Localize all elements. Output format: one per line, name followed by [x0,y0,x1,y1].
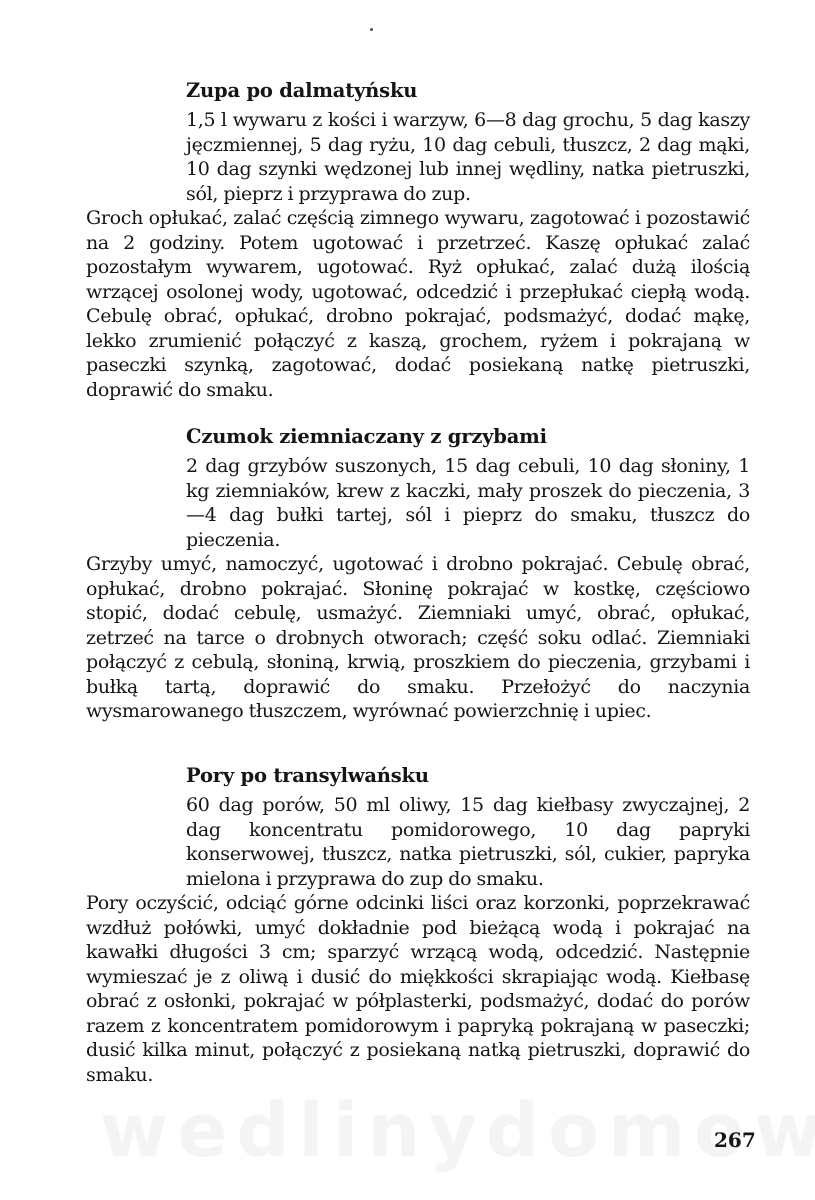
recipe-instructions: Groch opłukać, zalać częścią zimnego wywaru, zagotować i pozostawić na 2 godziny. Potem ugotować i przetrzeć. Kaszę opłukać zalać pozostałym wywarem, ugotować. Ryż opłukać, zalać dużą ilością wrzącej osolonej wody, ugotować, odcedzić i przepłukać ciepłą wodą. Cebulę obrać, opłukać, drobno pokrajać, podsmażyć, dodać mąkę, lekko zrumienić połączyć z kaszą, grochem, ryżem i pokrajaną w paseczki szynką, zagotować, dodać posiekaną natkę pietruszki, doprawić do smaku. [86,207,750,401]
scan-dot [370,28,373,31]
recipe-instructions: Pory oczyścić, odciąć górne odcinki liści oraz korzonki, poprzekrawać wzdłuż połówki, umyć dokładnie pod bieżącą wodą i pokrajać na kawałki długości 3 cm; sparzyć wrzącą wodą, odcedzić. Następnie wymieszać je z oliwą i dusić do miękkości skrapiając wodą. Kiełbasę obrać z osłonki, pokrajać w półplasterki, podsmażyć, dodać do porów razem z koncentratem pomidorowym i papryką pokrajaną w paseczki; dusić kilka minut, połączyć z posiekaną natką pietruszki, doprawić do smaku. [86,892,750,1086]
page-number: 267 [714,1128,756,1152]
recipe-ingredients: 2 dag grzybów suszonych, 15 dag cebuli, 10 dag słoniny, 1 kg ziemniaków, krew z kaczki, mały proszek do pieczenia, 3—4 dag bułki tartej, sól i pieprz do smaku, tłuszcz do pieczenia. [186,455,750,551]
recipe-title: Czumok ziemniaczany z grzybami [186,425,547,448]
recipe-pory-po-transylwansku [86,763,750,1087]
recipe-ingredients: 60 dag porów, 50 ml oliwy, 15 dag kiełbasy zwyczajnej, 2 dag koncentratu pomidorowego, 10 dag papryki konserwowej, tłuszcz, natka pietruszki, sól, cukier, papryka mielona i przyprawa do zup do smaku. [186,794,750,890]
recipe-ingredients: 1,5 l wywaru z kości i warzyw, 6—8 dag grochu, 5 dag kaszy jęczmiennej, 5 dag ryżu, 10 dag cebuli, tłuszcz, 2 dag mąki, 10 dag szynki wędzonej lub innej wędliny, natka pietruszki, sól, pieprz i przyprawa do zup. [186,109,750,205]
recipe-instructions: Grzyby umyć, namoczyć, ugotować i drobno pokrajać. Cebulę obrać, opłukać, drobno pokrajać. Słoninę pokrajać w kostkę, częściowo stopić, dodać cebulę, usmażyć. Ziemniaki umyć, obrać, opłukać, zetrzeć na tarce o drobnych otworach; część soku odlać. Ziemniaki połączyć z cebulą, słoniną, krwią, proszkiem do pieczenia, grzybami i bułką tartą, doprawić do smaku. Przełożyć do naczynia wysmarowanego tłuszczem, wyrównać powierzchnię i upiec. [86,553,750,722]
recipe-title: Zupa po dalmatyńsku [186,79,418,102]
recipe-czumok-ziemniaczany [86,424,750,724]
recipe-title: Pory po transylwańsku [186,764,429,787]
site-watermark [100,1088,815,1174]
recipe-zupa-po-dalmatynsku [86,78,750,402]
